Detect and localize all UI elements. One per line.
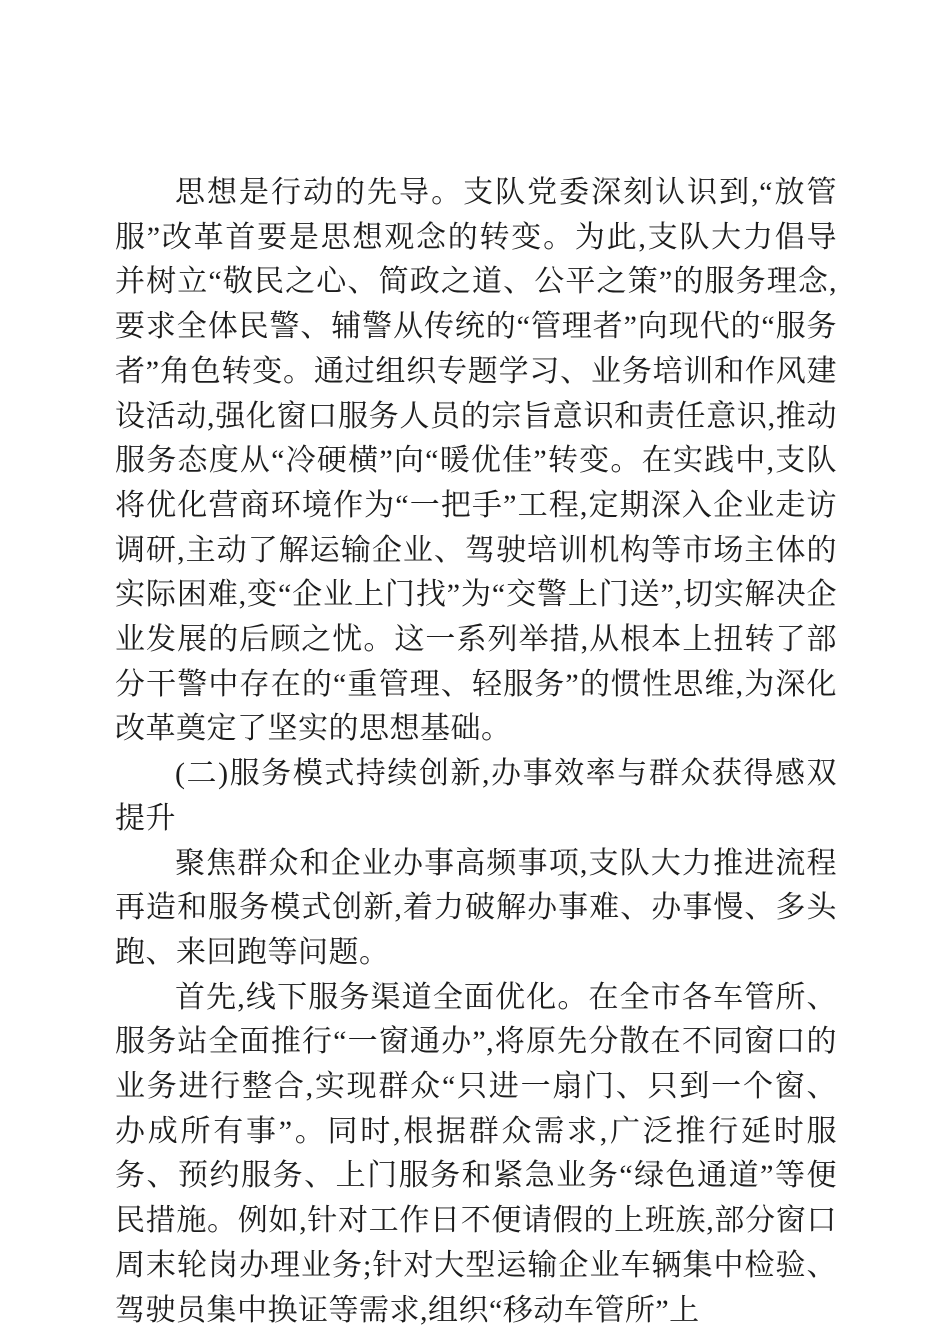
section-heading: (二)服务模式持续创新,办事效率与群众获得感双提升 [115,757,837,835]
body-paragraph: 思想是行动的先导。支队党委深刻认识到,“放管服”改革首要是思想观念的转变。为此,支队大力倡导并树立“敬民之心、简政之道、公平之策”的服务理念,要求全体民警、辅警从传统的“管理者”向现代的“服务者”角色转变。通过组织专题学习、业务培训和作风建设活动,强化窗口服务人员的宗旨意识和责任意识,推动服务态度从“冷硬横”向“暖优佳”转变。在实践中,支队将优化营商环境作为“一把手”工程,定期深入企业走访调研,主动了解运输企业、驾驶培训机构等市场主体的实际困难,变“企业上门找”为“交警上门送”,切实解决企业发展的后顾之忧。这一系列举措,从根本上扭转了部分干警中存在的“重管理、轻服务”的惯性思维,为深化改革奠定了坚实的思想基础。 [115,176,837,746]
document-text-block [115,171,837,1333]
body-paragraph: 首先,线下服务渠道全面优化。在全市各车管所、服务站全面推行“一窗通办”,将原先分散在不同窗口的业务进行整合,实现群众“只进一扇门、只到一个窗、办成所有事”。同时,根据群众需求,广泛推行延时服务、预约服务、上门服务和紧急业务“绿色通道”等便民措施。例如,针对工作日不便请假的上班族,部分窗口周末轮岗办理业务;针对大型运输企业车辆集中检验、驾驶员集中换证等需求,组织“移动车管所”上 [115,980,837,1327]
body-paragraph: 聚焦群众和企业办事高频事项,支队大力推进流程再造和服务模式创新,着力破解办事难、办事慢、多头跑、来回跑等问题。 [115,846,837,969]
